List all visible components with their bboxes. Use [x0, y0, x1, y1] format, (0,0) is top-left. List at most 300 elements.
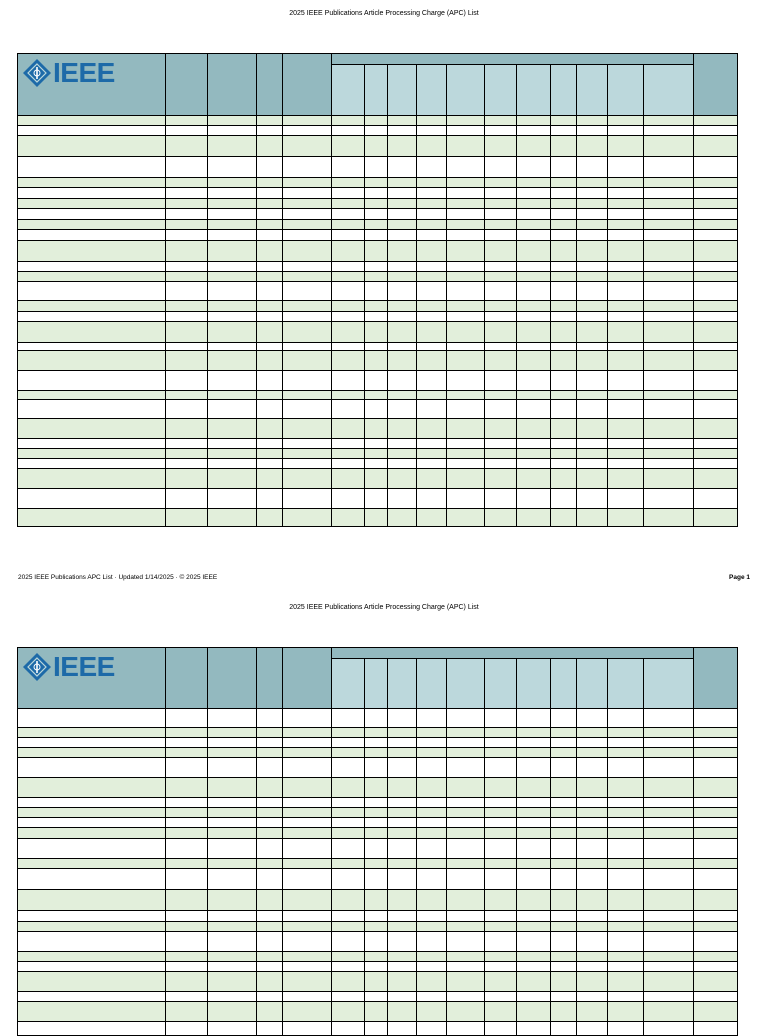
table-cell — [608, 509, 644, 527]
table-cell — [365, 282, 388, 301]
table-cell — [208, 972, 257, 992]
table-cell — [694, 798, 738, 808]
table-cell — [517, 758, 551, 778]
header-cell — [694, 648, 738, 709]
table-cell — [388, 272, 417, 282]
table-cell — [166, 509, 208, 527]
table-cell — [485, 241, 517, 262]
table-cell — [208, 509, 257, 527]
table-cell — [694, 859, 738, 869]
table-cell — [644, 178, 694, 188]
table-cell — [18, 322, 166, 343]
table-cell — [283, 469, 332, 489]
table-cell — [551, 758, 577, 778]
table-cell — [365, 798, 388, 808]
table-cell — [388, 188, 417, 199]
table-cell — [577, 241, 608, 262]
table-cell — [447, 439, 485, 449]
table-cell — [166, 312, 208, 322]
table-cell — [551, 230, 577, 241]
table-cell — [18, 932, 166, 952]
table-row — [18, 1002, 738, 1022]
table-cell — [694, 209, 738, 220]
table-cell — [447, 469, 485, 489]
table-cell — [551, 351, 577, 371]
table-cell — [18, 262, 166, 272]
table-cell — [365, 116, 388, 126]
table-cell — [447, 351, 485, 371]
table-cell — [447, 748, 485, 758]
table-cell — [447, 922, 485, 932]
table-cell — [18, 962, 166, 972]
table-cell — [577, 136, 608, 157]
table-cell — [694, 262, 738, 272]
table-cell — [18, 828, 166, 839]
table-cell — [18, 911, 166, 922]
table-cell — [485, 869, 517, 890]
table-cell — [417, 748, 447, 758]
table-cell — [166, 728, 208, 738]
table-cell — [257, 272, 283, 282]
table-cell — [485, 509, 517, 527]
table-cell — [577, 818, 608, 828]
table-header-row — [18, 648, 738, 659]
table-cell — [18, 869, 166, 890]
table-cell — [332, 859, 365, 869]
table-cell — [208, 839, 257, 859]
table-cell — [388, 992, 417, 1002]
table-cell — [388, 241, 417, 262]
table-cell — [365, 962, 388, 972]
table-row — [18, 116, 738, 126]
table-cell — [485, 818, 517, 828]
table-cell — [257, 709, 283, 728]
table-cell — [644, 220, 694, 230]
table-row — [18, 188, 738, 199]
table-row — [18, 351, 738, 371]
table-cell — [208, 116, 257, 126]
table-cell — [608, 798, 644, 808]
table-cell — [283, 400, 332, 419]
table-cell — [283, 220, 332, 230]
subheader-cell — [332, 65, 365, 116]
table-cell — [417, 1002, 447, 1022]
table-cell — [644, 869, 694, 890]
table-cell — [694, 351, 738, 371]
table-cell — [18, 391, 166, 400]
table-cell — [257, 798, 283, 808]
table-cell — [447, 199, 485, 209]
table-cell — [447, 962, 485, 972]
table-cell — [644, 351, 694, 371]
table-cell — [388, 312, 417, 322]
table-cell — [577, 439, 608, 449]
table-row — [18, 890, 738, 911]
table-row — [18, 157, 738, 178]
table-cell — [365, 301, 388, 312]
table-cell — [447, 738, 485, 748]
table-cell — [644, 839, 694, 859]
table-cell — [417, 439, 447, 449]
table-cell — [551, 282, 577, 301]
table-row — [18, 728, 738, 738]
table-cell — [283, 890, 332, 911]
table-cell — [332, 449, 365, 459]
table-cell — [644, 509, 694, 527]
table-cell — [283, 808, 332, 818]
table-cell — [417, 828, 447, 839]
table-cell — [365, 439, 388, 449]
table-cell — [365, 419, 388, 439]
table-cell — [608, 391, 644, 400]
table-cell — [283, 230, 332, 241]
table-row — [18, 301, 738, 312]
table-cell — [166, 932, 208, 952]
table-cell — [551, 489, 577, 509]
table-cell — [485, 459, 517, 469]
table-cell — [608, 209, 644, 220]
footer-left-text: 2025 IEEE Publications APC List · Updated 1/14/2025 · © 2025 IEEE — [18, 574, 218, 581]
table-cell — [365, 932, 388, 952]
table-cell — [417, 220, 447, 230]
table-row — [18, 220, 738, 230]
table-cell — [365, 322, 388, 343]
table-cell — [18, 126, 166, 136]
table-cell — [388, 509, 417, 527]
table-cell — [208, 178, 257, 188]
table-cell — [257, 459, 283, 469]
table-cell — [257, 972, 283, 992]
table-cell — [517, 1002, 551, 1022]
table-cell — [577, 312, 608, 322]
table-cell — [608, 808, 644, 818]
table-cell — [332, 709, 365, 728]
table-cell — [644, 728, 694, 738]
table-cell — [332, 952, 365, 962]
table-cell — [257, 758, 283, 778]
table-cell — [365, 371, 388, 391]
table-cell — [208, 748, 257, 758]
table-cell — [694, 116, 738, 126]
table-cell — [577, 449, 608, 459]
table-cell — [694, 778, 738, 798]
table-cell — [608, 932, 644, 952]
table-cell — [644, 828, 694, 839]
subheader-cell — [332, 659, 365, 709]
table-cell — [517, 419, 551, 439]
table-cell — [417, 157, 447, 178]
table-cell — [208, 859, 257, 869]
table-cell — [517, 828, 551, 839]
table-cell — [365, 952, 388, 962]
table-cell — [365, 758, 388, 778]
table-cell — [208, 818, 257, 828]
table-cell — [517, 241, 551, 262]
header-cell — [257, 54, 283, 116]
table-cell — [694, 126, 738, 136]
table-cell — [332, 116, 365, 126]
table-cell — [644, 808, 694, 818]
subheader-cell — [447, 659, 485, 709]
table-cell — [485, 400, 517, 419]
table-cell — [283, 922, 332, 932]
table-cell — [644, 343, 694, 351]
table-cell — [417, 798, 447, 808]
table-cell — [417, 272, 447, 282]
table-row — [18, 509, 738, 527]
table-cell — [332, 126, 365, 136]
table-cell — [332, 808, 365, 818]
table-cell — [694, 230, 738, 241]
table-cell — [365, 469, 388, 489]
table-cell — [517, 220, 551, 230]
table-cell — [551, 449, 577, 459]
table-cell — [417, 301, 447, 312]
table-row — [18, 343, 738, 351]
table-cell — [166, 199, 208, 209]
table-cell — [485, 839, 517, 859]
table-cell — [694, 199, 738, 209]
table-cell — [365, 709, 388, 728]
table-cell — [365, 778, 388, 798]
table-cell — [644, 230, 694, 241]
table-row — [18, 241, 738, 262]
table-cell — [694, 962, 738, 972]
table-cell — [694, 1002, 738, 1022]
table-row — [18, 136, 738, 157]
table-cell — [694, 439, 738, 449]
table-cell — [283, 758, 332, 778]
table-cell — [257, 890, 283, 911]
table-cell — [257, 489, 283, 509]
table-cell — [517, 808, 551, 818]
table-cell — [332, 728, 365, 738]
table-cell — [417, 343, 447, 351]
table-cell — [166, 748, 208, 758]
table-cell — [388, 419, 417, 439]
table-cell — [332, 890, 365, 911]
table-cell — [388, 1002, 417, 1022]
table-cell — [18, 839, 166, 859]
table-cell — [365, 262, 388, 272]
table-row — [18, 449, 738, 459]
table-cell — [485, 262, 517, 272]
table-cell — [388, 728, 417, 738]
table-cell — [208, 272, 257, 282]
table-cell — [577, 469, 608, 489]
table-cell — [577, 911, 608, 922]
table-cell — [208, 312, 257, 322]
table-cell — [388, 371, 417, 391]
header-group-cell — [332, 648, 694, 659]
table-cell — [694, 808, 738, 818]
table-cell — [694, 818, 738, 828]
table-cell — [18, 157, 166, 178]
table-cell — [577, 459, 608, 469]
table-cell — [577, 322, 608, 343]
ieee-diamond-icon — [22, 652, 52, 682]
table-cell — [166, 351, 208, 371]
table-cell — [388, 391, 417, 400]
table-cell — [208, 808, 257, 818]
table-cell — [577, 282, 608, 301]
table-cell — [365, 241, 388, 262]
table-cell — [283, 972, 332, 992]
table-cell — [283, 209, 332, 220]
table-cell — [485, 439, 517, 449]
table-cell — [283, 859, 332, 869]
table-cell — [485, 778, 517, 798]
table-cell — [417, 738, 447, 748]
table-cell — [257, 178, 283, 188]
table-row — [18, 126, 738, 136]
header-group-cell — [332, 54, 694, 65]
table-cell — [388, 178, 417, 188]
table-cell — [417, 952, 447, 962]
table-cell — [577, 272, 608, 282]
table-cell — [608, 962, 644, 972]
table-cell — [517, 859, 551, 869]
table-cell — [644, 262, 694, 272]
table-cell — [644, 469, 694, 489]
table-cell — [644, 188, 694, 199]
table-cell — [257, 241, 283, 262]
table-cell — [417, 758, 447, 778]
table-cell — [388, 972, 417, 992]
table-cell — [694, 322, 738, 343]
table-cell — [208, 391, 257, 400]
table-cell — [608, 1002, 644, 1022]
table-cell — [283, 728, 332, 738]
table-cell — [332, 972, 365, 992]
table-row — [18, 932, 738, 952]
table-cell — [447, 282, 485, 301]
table-cell — [447, 419, 485, 439]
table-cell — [208, 188, 257, 199]
table-cell — [577, 489, 608, 509]
table-cell — [485, 911, 517, 922]
table-cell — [551, 1002, 577, 1022]
table-cell — [517, 301, 551, 312]
table-cell — [332, 188, 365, 199]
table-cell — [365, 738, 388, 748]
table-cell — [332, 178, 365, 188]
table-cell — [694, 241, 738, 262]
table-cell — [485, 798, 517, 808]
table-cell — [208, 241, 257, 262]
table-cell — [257, 301, 283, 312]
table-cell — [644, 709, 694, 728]
table-cell — [257, 509, 283, 527]
table-cell — [166, 952, 208, 962]
table-cell — [551, 241, 577, 262]
table-cell — [417, 992, 447, 1002]
page-title-2: 2025 IEEE Publications Article Processing Charge (APC) List — [289, 604, 479, 611]
table-cell — [417, 312, 447, 322]
table-row — [18, 758, 738, 778]
table-cell — [551, 312, 577, 322]
table-cell — [517, 262, 551, 272]
table-cell — [447, 178, 485, 188]
table-cell — [166, 758, 208, 778]
table-cell — [257, 343, 283, 351]
table-cell — [694, 828, 738, 839]
table-cell — [551, 972, 577, 992]
table-cell — [694, 419, 738, 439]
table-cell — [447, 911, 485, 922]
table-cell — [551, 890, 577, 911]
table-cell — [577, 738, 608, 748]
table-cell — [608, 322, 644, 343]
table-cell — [447, 1002, 485, 1022]
subheader-cell — [577, 65, 608, 116]
table-cell — [332, 778, 365, 798]
table-cell — [694, 748, 738, 758]
table-cell — [417, 116, 447, 126]
table-cell — [18, 469, 166, 489]
table-cell — [577, 301, 608, 312]
table-cell — [388, 439, 417, 449]
table-cell — [417, 911, 447, 922]
table-cell — [257, 312, 283, 322]
table-cell — [644, 312, 694, 322]
table-cell — [283, 798, 332, 808]
table-cell — [694, 890, 738, 911]
table-cell — [485, 1002, 517, 1022]
table-cell — [283, 489, 332, 509]
table-cell — [257, 778, 283, 798]
table-cell — [166, 220, 208, 230]
table-row — [18, 818, 738, 828]
table-cell — [447, 136, 485, 157]
table-cell — [18, 439, 166, 449]
table-cell — [447, 188, 485, 199]
table-cell — [208, 728, 257, 738]
table-cell — [365, 869, 388, 890]
table-cell — [332, 459, 365, 469]
table-cell — [644, 126, 694, 136]
table-cell — [208, 798, 257, 808]
table-cell — [208, 709, 257, 728]
table-cell — [485, 808, 517, 818]
table-cell — [551, 272, 577, 282]
table-cell — [485, 136, 517, 157]
table-cell — [208, 992, 257, 1002]
table-cell — [577, 509, 608, 527]
table-cell — [166, 890, 208, 911]
table-cell — [257, 992, 283, 1002]
table-cell — [517, 400, 551, 419]
table-cell — [417, 419, 447, 439]
table-cell — [18, 728, 166, 738]
table-cell — [517, 709, 551, 728]
table-cell — [417, 178, 447, 188]
table-cell — [577, 962, 608, 972]
subheader-cell — [417, 659, 447, 709]
table-cell — [517, 972, 551, 992]
table-cell — [257, 839, 283, 859]
table-cell — [694, 952, 738, 962]
logo-cell — [18, 54, 166, 116]
table-cell — [332, 209, 365, 220]
table-cell — [447, 459, 485, 469]
table-row — [18, 709, 738, 728]
table-cell — [551, 748, 577, 758]
table-cell — [208, 126, 257, 136]
table-cell — [485, 859, 517, 869]
table-cell — [551, 178, 577, 188]
table-cell — [577, 116, 608, 126]
